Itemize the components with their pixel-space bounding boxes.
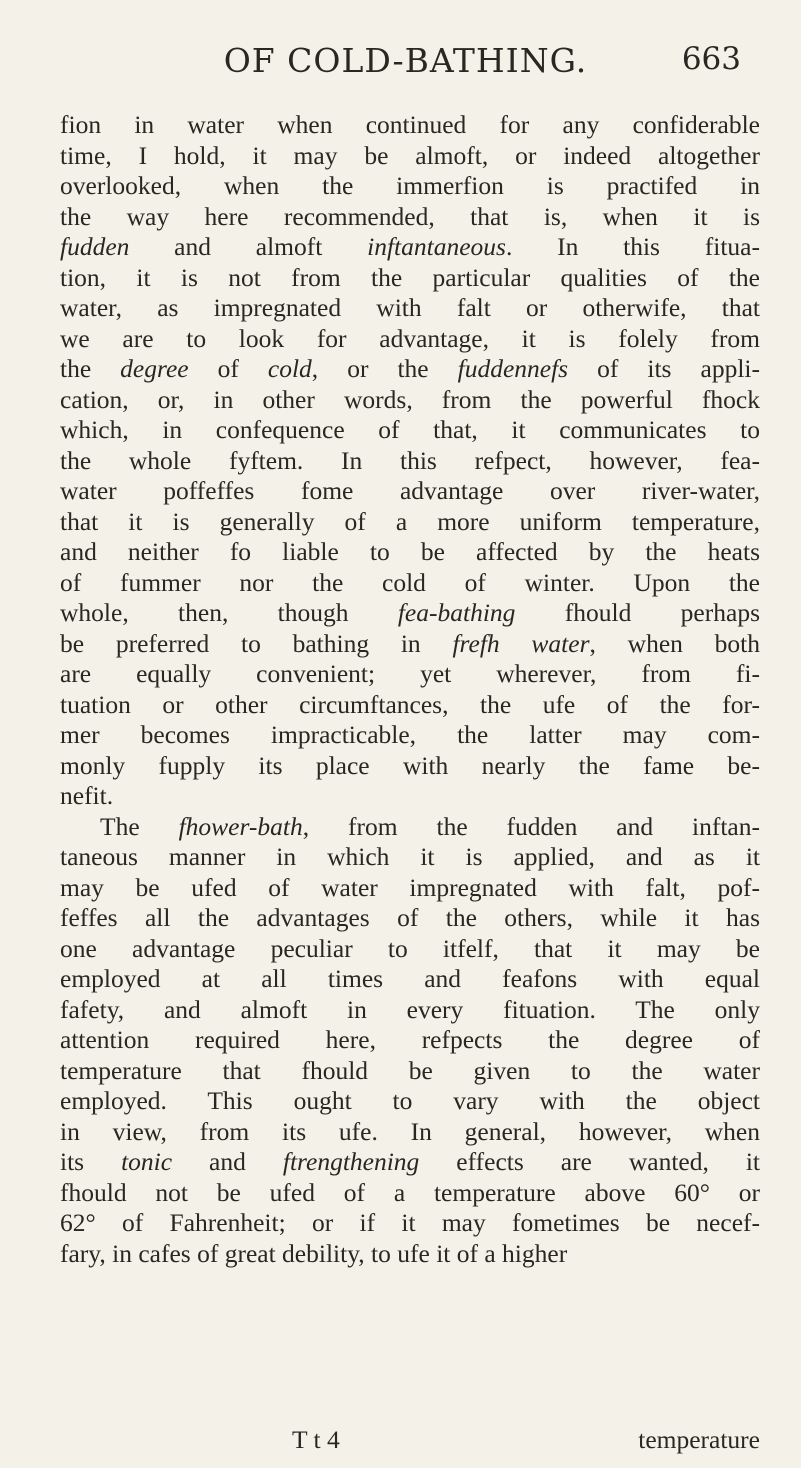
text-line: attention required here, refpects the degree of (60, 1025, 760, 1054)
text-line: cation, or, in other words, from the powerful fhock (60, 384, 760, 414)
text-line: 62° of Fahrenheit; or if it may fometimes be necef- (60, 1208, 760, 1237)
text-line (60, 812, 760, 843)
text-segment: of (188, 354, 268, 383)
text-segment: , when both (589, 628, 760, 658)
text-segment: . In this fitua- (505, 232, 760, 261)
text-line: of fummer nor the cold of winter. Upon the (60, 567, 760, 597)
running-head: OF COLD-BATHING. (223, 41, 588, 80)
text-line: temperature that fhould be given to the water (60, 1055, 760, 1085)
page-number: 663 (681, 41, 741, 77)
italic-phrase: degree (120, 354, 189, 383)
catchword: temperature (638, 1425, 760, 1454)
italic-phrase: cold (267, 354, 312, 383)
body-text (60, 110, 760, 1269)
text-line (60, 629, 760, 660)
text-line: that it is generally of a more uniform temperature, (60, 506, 760, 536)
text-segment: The (100, 811, 179, 841)
text-line: the whole fyftem. In this refpect, however, fea- (60, 445, 760, 475)
text-segment: , or the (311, 354, 458, 383)
italic-phrase: fea-bathing (397, 598, 516, 627)
text-line (60, 354, 760, 385)
text-line: fhould not be ufed of a temperature above 60° or (60, 1177, 760, 1207)
text-segment: be preferred to bathing in (60, 628, 453, 658)
text-line: fafety, and almoft in every fituation. The only (60, 994, 760, 1024)
text-line: and neither fo liable to be affected by the heats (60, 537, 760, 566)
text-line: mer becomes impracticable, the latter may com- (60, 720, 760, 749)
text-segment: its (60, 1147, 122, 1176)
text-line: fion in water when continued for any confiderable (60, 110, 760, 139)
italic-phrase: tonic (121, 1147, 173, 1176)
text-line: which, in confequence of that, it communicates to (60, 415, 760, 444)
text-segment: and (172, 1147, 283, 1176)
italic-phrase: inftantaneous (367, 232, 506, 261)
text-line: monly fupply its place with nearly the fame be- (60, 750, 760, 780)
text-line: tion, it is not from the particular qualities of the (60, 262, 760, 292)
text-line: time, I hold, it may be almoft, or indeed altogether (60, 140, 760, 170)
text-line: water poffeffes fome advantage over river-water, (60, 476, 760, 505)
text-line: we are to look for advantage, it is folely from (60, 323, 760, 353)
text-line: tuation or other circumftances, the ufe of the for- (60, 689, 760, 719)
text-line: may be ufed of water impregnated with falt, pof- (60, 872, 760, 902)
text-segment: effects are wanted, it (419, 1147, 761, 1176)
text-line: overlooked, when the immerfion is practifed in (60, 171, 760, 200)
italic-phrase: fhower-bath (178, 811, 303, 841)
text-line: fary, in cafes of great debility, to ufe it of a higher (60, 1238, 568, 1268)
text-line: in view, from its ufe. In general, however, when (60, 1116, 760, 1146)
text-line: feffes all the advantages of the others, while it has (60, 903, 760, 932)
text-line: employed at all times and feafons with equal (60, 964, 760, 993)
page-header (70, 18, 741, 84)
text-segment: whole, then, though (60, 598, 398, 627)
italic-phrase: frefh water (452, 628, 590, 658)
text-line: employed. This ought to vary with the object (60, 1086, 760, 1115)
text-segment: , from the fudden and inftan- (302, 811, 760, 841)
text-line (60, 232, 760, 263)
text-line: water, as impregnated with falt or otherwife, that (60, 293, 760, 322)
text-line: the way here recommended, that is, when it is (60, 201, 760, 231)
text-line: are equally convenient; yet wherever, from fi- (60, 659, 760, 688)
italic-phrase: fuddennefs (457, 354, 569, 383)
text-segment: of its appli- (568, 354, 760, 383)
text-segment: the (60, 354, 121, 383)
text-segment: and almoft (129, 232, 368, 261)
text-line (60, 598, 760, 629)
text-line: taneous manner in which it is applied, and as it (60, 842, 760, 871)
text-line: one advantage peculiar to itfelf, that it may be (60, 933, 760, 963)
text-line (60, 1147, 760, 1178)
italic-phrase: ftrengthening (282, 1147, 420, 1176)
text-segment: fhould perhaps (515, 598, 760, 627)
italic-phrase: fudden (60, 232, 130, 261)
text-line: nefit. (60, 781, 114, 810)
signature-mark: T t 4 (292, 1425, 340, 1454)
